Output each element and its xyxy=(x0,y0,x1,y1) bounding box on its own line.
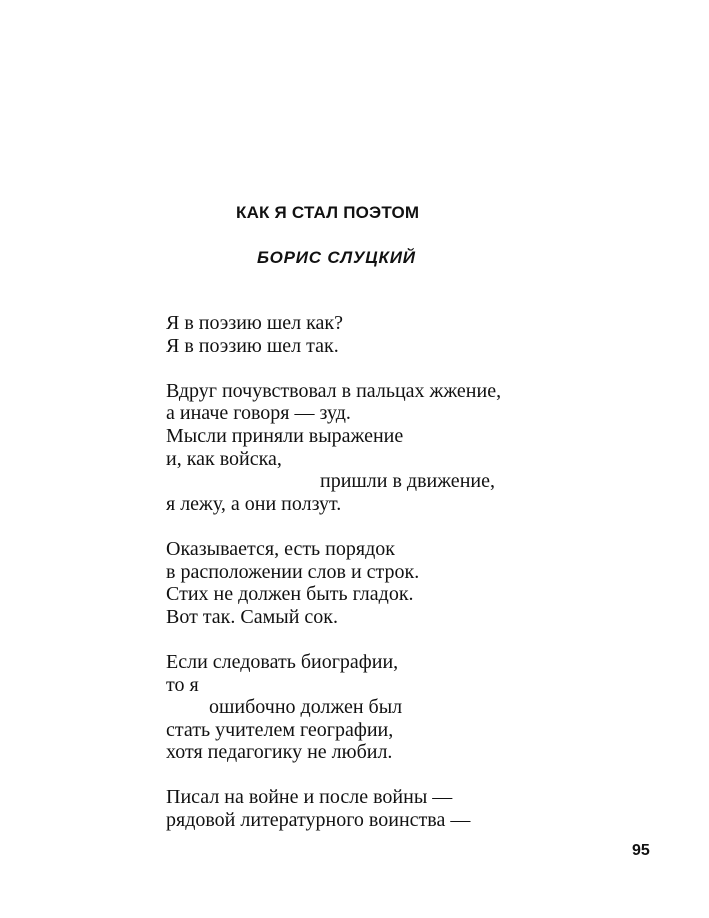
poem-line-indented: пришли в движение, xyxy=(320,470,495,493)
poem-line: в расположении слов и строк. xyxy=(166,560,420,583)
poem-line: Писал на войне и после войны — xyxy=(166,786,453,809)
page-number: 95 xyxy=(632,842,650,859)
poem-line: хотя педагогику не любил. xyxy=(166,741,393,764)
poem-line: Если следовать биографии, xyxy=(166,650,399,673)
stanza-4 xyxy=(166,651,501,764)
stanza-3 xyxy=(166,538,501,628)
poem-line-indented: ошибочно должен был xyxy=(209,696,403,719)
poem-line: Вот так. Самый сок. xyxy=(166,605,339,628)
poem-line: Стих не должен быть гладок. xyxy=(166,583,414,606)
stanza-1 xyxy=(166,312,501,357)
poem-line: и, как войска, xyxy=(166,447,282,470)
stanza-2 xyxy=(166,380,501,516)
poem-line: Мысли приняли выражение xyxy=(166,424,404,447)
poem-title: КАК Я СТАЛ ПОЭТОМ xyxy=(236,203,420,222)
poem-line: Вдруг почувствовал в пальцах жжение, xyxy=(166,379,502,402)
stanza-5 xyxy=(166,786,501,831)
poem-line: Оказывается, есть порядок xyxy=(166,537,395,560)
poem-line: Я в поэзию шел так. xyxy=(166,334,339,357)
poem-line: рядовой литературного воинства — xyxy=(166,809,471,832)
poem-line: я лежу, а они ползут. xyxy=(166,492,342,515)
poem-line: то я xyxy=(166,673,199,696)
poem-line: а иначе говоря — зуд. xyxy=(166,402,351,425)
poem-body xyxy=(166,312,501,832)
poem-author: БОРИС СЛУЦКИЙ xyxy=(257,248,416,267)
poem-line: Я в поэзию шел как? xyxy=(166,312,344,334)
poem-line: стать учителем географии, xyxy=(166,718,394,741)
